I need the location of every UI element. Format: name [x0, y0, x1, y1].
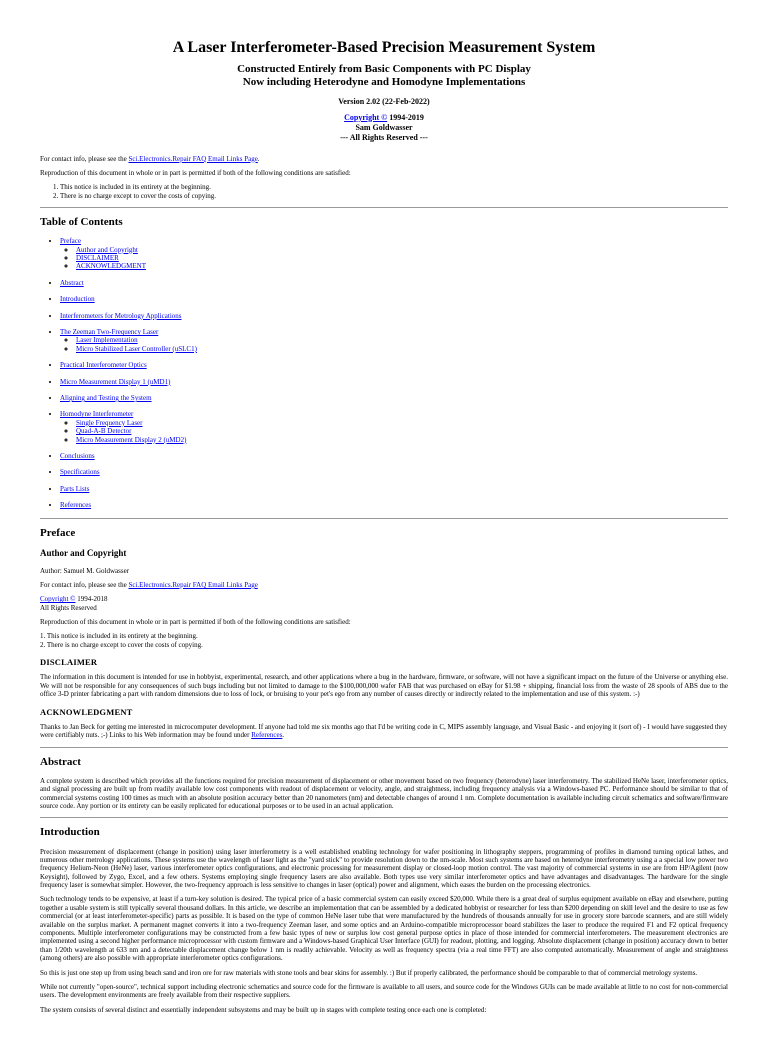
introduction-heading: Introduction — [40, 826, 100, 839]
contact-info: For contact info, please see the Sci.Electronics.Repair FAQ Email Links Page. — [40, 154, 260, 163]
divider — [40, 817, 728, 818]
toc-sublink[interactable]: Single Frequency Laser — [76, 418, 143, 427]
toc-link[interactable]: Practical Interferometer Optics — [60, 361, 147, 370]
document-page — [0, 38, 768, 1014]
intro-paragraph-3: So this is just one step up from using beach sand and iron ore for raw materials with stone tools and bear skins for assembly. :) But if properly calibrated, the performance should be comparable to that of commercial metrology systems. — [40, 968, 698, 977]
page-title: A Laser Interferometer-Based Precision Measurement System — [172, 39, 596, 56]
toc-sublink[interactable]: Quad-A-B Detector — [76, 427, 132, 436]
divider — [40, 518, 728, 519]
acknowledgment-heading: ACKNOWLEDGMENT — [40, 706, 133, 717]
toc-sublink[interactable]: Laser Implementation — [76, 336, 138, 345]
acknowledgment-text: Thanks to Jan Beck for getting me interested in microcomputer development. If anyone had told me six months ago that I'd be writing code in C, MIPS assembly language, and Visual Basic - and enjoying it (sort of) - I would have suggested they were certifiably nuts. ;-) Links to his Web information may be found under References. — [40, 722, 727, 740]
email-links-link[interactable]: Sci.Electronics.Repair FAQ Email Links Page — [128, 580, 258, 589]
subtitle-1: Constructed Entirely from Basic Components with PC Display — [237, 63, 531, 76]
toc-item — [60, 295, 728, 303]
toc-link[interactable]: Interferometers for Metrology Applications — [60, 311, 182, 320]
toc-item — [60, 279, 728, 287]
email-links-link[interactable]: Sci.Electronics.Repair FAQ Email Links Page — [128, 154, 258, 163]
disclaimer-text: The information in this document is intended for use in hobbyist, experimental, research, and other applications where a bug in the hardware, firmware, or software, will not have a significant impact on the future of the Universe or anything else. We will not be responsible for any consequences of such bugs including but not limited to damage to the $100,000,000 wafer FAB that was purchased on eBay for $1.98 + shipping, financial loss from the waste of 28 spools of ABS due to the office 3-D printer fabricating a part with random dimensions due to loss of lock, or bruising to your pet's ego from any number of causes directly or indirectly related to the implementation and use of this system. :-) — [40, 673, 728, 699]
intro-paragraph-1: Precision measurement of displacement (change in position) using laser interferometry is a well established enabling technology for wafer positioning in lithography steppers, programming of profiles in diamond turning optical lathes, and numerous other metrology applications. These systems use the wavelength of laser light as the "yard stick" to provide resolution down to the nm-scale. Most such systems are based on heterodyne interferometry using a a special low power two frequency Helium-Neon (HeNe) laser, various interferometer optics configurations, and electronic processing for measurement display or closed-loop motion control. The vast majority of commercial systems in use are from HP/Agilent (now Keysight), followed by Zygo, Excel, and a few others. Systems employing single frequency lasers are also available. Both types use very similar interferometer optics and have advantages and disadvantages. The hardware for the single frequency laser is somewhat simpler. However, the two-frequency approach is less sensitive to changes in laser (optical) power and alignment, which eases the burden on the processing electronics. — [40, 847, 728, 890]
toc-link[interactable]: Abstract — [60, 278, 84, 287]
toc-subitem — [76, 246, 728, 254]
subtitle-2: Now including Heterodyne and Homodyne Implementations — [242, 76, 526, 89]
toc-sublist — [60, 246, 728, 271]
conditions-list — [50, 183, 728, 200]
version-line: Version 2.02 (22-Feb-2022) — [338, 96, 430, 106]
toc-subitem — [76, 254, 728, 262]
toc-item — [60, 452, 728, 460]
toc-link[interactable]: Preface — [60, 237, 81, 246]
toc-item — [60, 410, 728, 444]
copyright-line — [40, 113, 728, 123]
intro-paragraph-2: Such technology tends to be expensive, at least if a turn-key solution is desired. The typical price of a basic commercial system can easily exceed $20,000. While there is a great deal of surplus equipment available on eBay and elsewhere, putting together a usable system is still typically several thousand dollars. In this article, we describe an implementation that can be assembled by a dedicated hobbyist or researcher for less than $200 depending on skill level and the desire to use as few commercial (or at least interferometer-specific) parts as possible. It is based on the type of common HeNe laser tube that were manufactured by the hundreds of thousands annually for use in grocery store barcode scanners, and are still widely available on the surplus market. A permanent magnet converts it into a two-frequency Zeeman laser, and some optics and an Arduino-compatible microprocessor board stabilizes the laser to produce the required F1 and F2 optical frequency components. Multiple interferometer configurations may be constructed from a few basic types of new or surplus low cost general purpose optics in place of those intended for commercial interferometers. The measurement electronics are implemented using a second higher performance microprocessor with custom firmware and a Windows-based Graphical User Interface (GUI) for readout, plotting, and logging. Absolute displacement (change in position) accuracy down to better than 1/20th wavelength at 633 nm and a detectable displacement change below 1 nm is readily achievable. Velocity as well as frequency spectra (via a real time FFT) are also computed automatically. Measurement of angle and straightness (among others) are also possible with appropriate interferometer optics configurations. — [40, 895, 728, 963]
toc-sublink[interactable]: Micro Stabilized Laser Controller (uSLC1) — [76, 344, 197, 353]
toc-subitem — [76, 262, 728, 270]
abstract-heading: Abstract — [40, 755, 81, 768]
toc-item — [60, 361, 728, 369]
author-line: Author: Samuel M. Goldwasser — [40, 566, 130, 575]
toc-sublink[interactable]: DISCLAIMER — [76, 254, 119, 263]
divider — [40, 747, 728, 748]
copyright-link[interactable]: Copyright © — [40, 595, 76, 604]
toc-link[interactable]: Parts Lists — [60, 484, 90, 493]
toc-link[interactable]: Conclusions — [60, 451, 95, 460]
toc-item — [60, 312, 728, 320]
toc-sublist — [60, 336, 728, 353]
toc-link[interactable]: Aligning and Testing the System — [60, 394, 152, 402]
preface-conditions: 1. This notice is included in its entirety at the beginning. 2. There is no charge except to cover the costs of copying. — [40, 632, 203, 649]
toc-item — [60, 328, 728, 353]
toc-subitem — [76, 336, 728, 344]
preface-contact: For contact info, please see the Sci.Electronics.Repair FAQ Email Links Page — [40, 580, 258, 589]
toc-subitem — [76, 436, 728, 444]
toc-link[interactable]: Specifications — [60, 468, 100, 477]
toc-subitem — [76, 345, 728, 353]
toc-link[interactable]: Micro Measurement Display 1 (uMD1) — [60, 377, 171, 386]
references-link[interactable]: References — [251, 731, 283, 740]
preface-heading: Preface — [40, 526, 76, 539]
author-copyright-heading: Author and Copyright — [40, 547, 127, 558]
intro-paragraph-5: The system consists of several distinct and essentially independent subsystems and may be built up in stages with complete testing once each one is completed: — [40, 1005, 487, 1014]
toc-sublink[interactable]: Author and Copyright — [76, 245, 138, 254]
abstract-text: A complete system is described which provides all the functions required for precision measurement of displacement or other movement based on two frequency (heterodyne) laser interferometry. The stabilized HeNe laser, interferometer optics, and signal processing are built up from readily available low cost components with readout of displacement or velocity, angle, and straightness, including frequency analysis via a Windows-based PC. Performance should be similar to that of commercial systems costing 100 times as much with an absolute position accuracy better than 20 nanometers (nm) and detectable changes of around 1 nm. Complete documentation is available including circuit schematics and software/firmware source code. Any portion or its entirety can be easily replicated for educational purposes or to be used in an actual application. — [40, 776, 728, 810]
rights-line: --- All Rights Reserved --- — [340, 132, 428, 142]
toc-link[interactable]: The Zeeman Two-Frequency Laser — [60, 328, 159, 337]
condition-item: 1. This notice is included in its entirety at the beginning. — [60, 183, 728, 191]
toc-subitem — [76, 419, 728, 427]
toc-item — [60, 485, 728, 493]
toc-list — [40, 237, 728, 509]
toc-heading: Table of Contents — [40, 216, 123, 229]
author-name: Sam Goldwasser — [355, 122, 413, 132]
rights-line: All Rights Reserved — [40, 603, 97, 612]
copyright-link[interactable]: Copyright © — [344, 112, 388, 122]
toc-item — [60, 378, 728, 386]
preface-repro: Reproduction of this document in whole or in part is permitted if both of the following conditions are satisfied: — [40, 618, 351, 627]
preface-copyright: Copyright © 1994-2018 All Rights Reserved — [40, 595, 108, 612]
toc-link[interactable]: Introduction — [60, 295, 95, 304]
disclaimer-heading: DISCLAIMER — [40, 657, 98, 668]
toc-sublink[interactable]: Micro Measurement Display 2 (uMD2) — [76, 435, 187, 444]
toc-item — [60, 501, 728, 509]
condition-item: 2. There is no charge except to cover the costs of copying. — [60, 192, 728, 200]
toc-link[interactable]: References — [60, 501, 92, 510]
intro-paragraph-4: While not currently "open-source", technical support including electronic schematics and source code for the firmware is available to all users, and source code for the Windows GUIs can be made available at little to no cost for non-commercial users. The development environments are freely available from their respective suppliers. — [40, 982, 728, 1000]
divider — [40, 207, 728, 208]
toc-item — [60, 394, 728, 402]
reproduction-notice: Reproduction of this document in whole or in part is permitted if both of the following conditions are satisfied: — [40, 168, 351, 177]
toc-subitem — [76, 427, 728, 435]
copyright-years: 1994-2019 — [387, 112, 424, 122]
toc-item — [60, 237, 728, 271]
toc-item — [60, 468, 728, 476]
toc-link[interactable]: Homodyne Interferometer — [60, 410, 134, 419]
toc-sublink[interactable]: ACKNOWLEDGMENT — [76, 262, 146, 271]
toc-sublist — [60, 419, 728, 444]
